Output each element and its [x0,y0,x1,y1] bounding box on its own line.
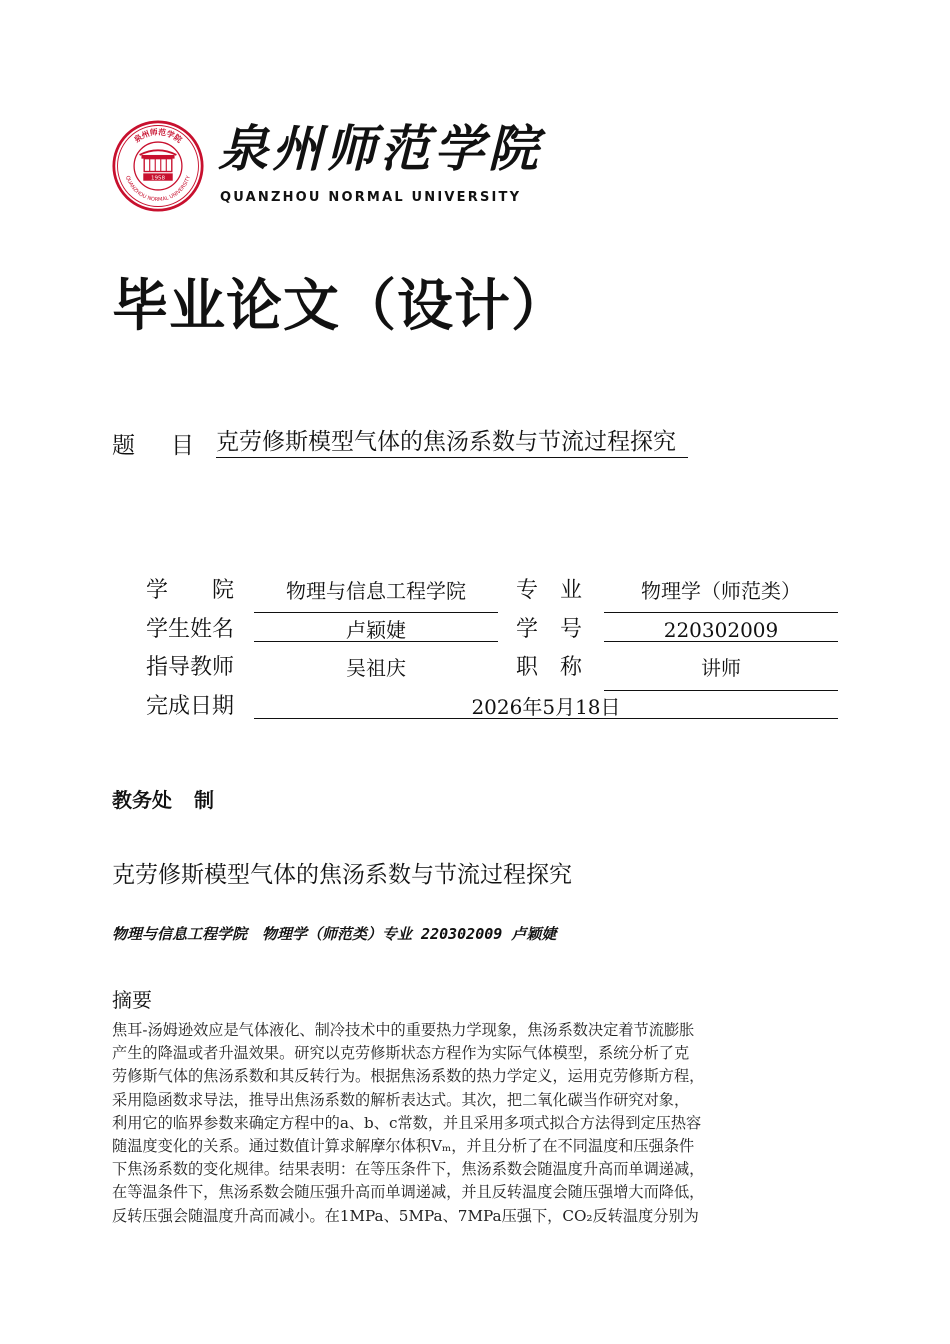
advisor-value: 吴祖庆 [346,656,406,680]
university-name-en: QUANZHOU NORMAL UNIVERSITY [220,190,522,205]
university-seal-icon [112,120,204,212]
date-value: 2026年5月18日 [471,695,621,719]
student-id-value: 220302009 [663,618,779,642]
author-byline: 物理与信息工程学院 物理学（师范类）专业 220302009 卢颖婕 [112,925,557,943]
date-underline [254,718,838,719]
seal-text-cn: 泉州师范学院 [132,127,184,145]
abstract-line: 下焦汤系数的变化规律。结果表明：在等压条件下，焦汤系数会随温度升高而单调递减， [112,1160,705,1179]
date-label: 完成日期 [146,694,235,719]
abstract-line: 反转压强会随温度升高而减小。在1MPa、5MPa、7MPa压强下，CO₂反转温度分别为 [112,1206,699,1225]
abstract-line: 在等温条件下，焦汤系数会随压强升高而单调递减，并且反转温度会随压强增大而降低， [112,1183,705,1202]
abstract-line: 采用隐函数求导法，推导出焦汤系数的解析表达式。其次，把二氧化碳当作研究对象， [112,1090,690,1109]
abstract-body [112,1019,872,1228]
abstract-heading: 摘要 [112,988,152,1012]
topic-label: 题 目 [112,433,194,459]
college-underline [254,612,498,613]
student-name-value: 卢颖婕 [346,618,406,642]
major-value: 物理学（师范类） [641,579,801,603]
major-label: 专 业 [516,578,583,603]
college-value: 物理与信息工程学院 [286,579,466,603]
abstract-line: 焦耳-汤姆逊效应是气体液化、制冷技术中的重要热力学现象，焦汤系数决定着节流膨胀 [112,1021,695,1039]
rank-label: 职 称 [516,655,583,680]
cover-title: 毕业论文（设计） [112,274,568,339]
student-id-underline [604,641,838,642]
rank-underline [604,690,838,691]
college-label: 学 院 [146,578,235,603]
paper-title: 克劳修斯模型气体的焦汤系数与节流过程探究 [112,862,572,888]
abstract-line: 随温度变化的关系。通过数值计算求解摩尔体积Vₘ，并且分析了在不同温度和压强条件 [112,1137,695,1156]
advisor-label: 指导教师 [146,655,235,680]
major-underline [604,612,838,613]
seal-year: 1958 [150,175,166,182]
university-name-cn: 泉州师范学院 [218,119,542,178]
rank-value: 讲师 [701,656,741,680]
student-id-label: 学 号 [516,617,583,642]
topic-value: 克劳修斯模型气体的焦汤系数与节流过程探究 [216,427,688,458]
seal-text-en: QUANZHOU NORMAL UNIVERSITY [124,175,192,204]
abstract-line: 利用它的临界参数来确定方程中的a、b、c常数，并且采用多项式拟合方法得到定压热容 [112,1113,702,1132]
abstract-line: 劳修斯气体的焦汤系数和其反转行为。根据焦汤系数的热力学定义，运用克劳修斯方程， [112,1067,705,1086]
issuing-office: 教务处 制 [112,788,214,812]
abstract-line: 产生的降温或者升温效果。研究以克劳修斯状态方程作为实际气体模型，系统分析了克 [112,1044,690,1063]
student-name-underline [254,641,498,642]
student-name-label: 学生姓名 [146,617,235,642]
